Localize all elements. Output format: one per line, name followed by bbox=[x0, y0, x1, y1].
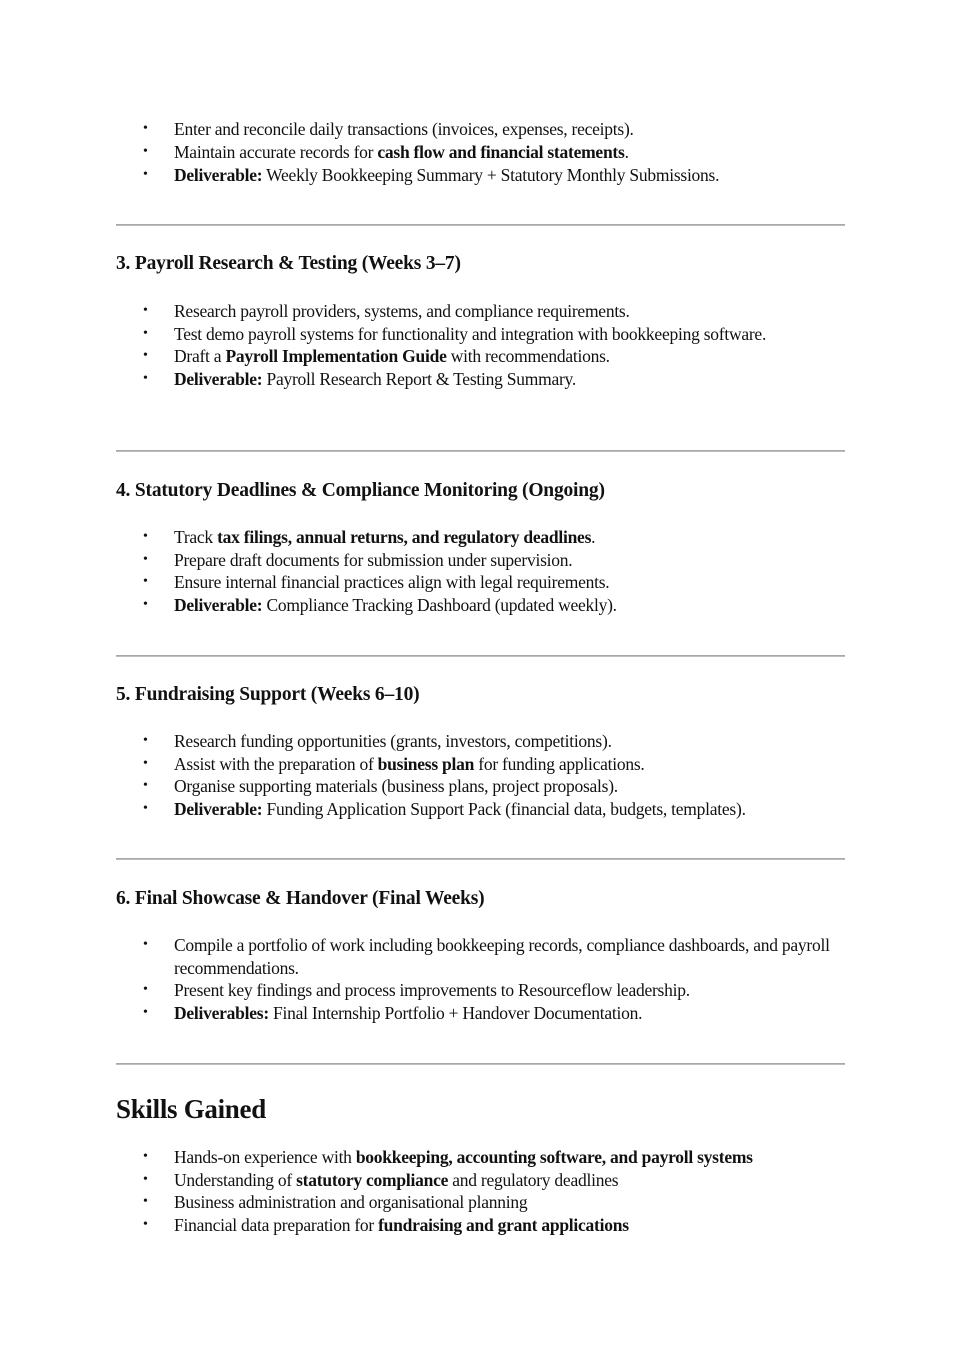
list-item bbox=[116, 345, 845, 368]
text-run: Test demo payroll systems for functionality and integration with bookkeeping software. bbox=[174, 323, 767, 344]
text-run: Enter and reconcile daily transactions (invoices, expenses, receipts). bbox=[174, 119, 634, 139]
section-heading-fundraising: 5. Fundraising Support (Weeks 6–10) bbox=[116, 684, 420, 705]
text-run: Ensure internal financial practices align with legal requirements. bbox=[174, 572, 610, 592]
section-divider bbox=[116, 224, 845, 226]
text-run: Funding Application Support Pack (financial data, budgets, templates). bbox=[262, 798, 746, 819]
section-heading-showcase: 6. Final Showcase & Handover (Final Weeks) bbox=[116, 888, 485, 909]
list-item bbox=[116, 118, 845, 141]
section-fundraising-list bbox=[116, 730, 845, 820]
section-2-tail-list bbox=[116, 118, 845, 187]
text-run: Understanding of bbox=[174, 1169, 297, 1190]
list-item bbox=[116, 1146, 876, 1169]
list-item bbox=[116, 775, 845, 798]
section-divider bbox=[116, 450, 845, 452]
text-run: with recommendations. bbox=[446, 346, 610, 366]
text-run: and regulatory deadlines bbox=[448, 1169, 619, 1190]
bold-text: Deliverable: bbox=[174, 594, 263, 615]
text-run: Financial data preparation for bbox=[174, 1214, 379, 1235]
text-run: for funding applications. bbox=[474, 753, 645, 774]
bold-text: tax filings, annual returns, and regulatory deadlines bbox=[217, 527, 592, 547]
section-divider bbox=[116, 1063, 845, 1065]
text-run: Assist with the preparation of bbox=[174, 753, 378, 774]
bold-text: bookkeeping, accounting software, and payroll systems bbox=[355, 1147, 753, 1167]
list-item bbox=[116, 323, 845, 346]
list-item bbox=[116, 1002, 845, 1025]
section-divider bbox=[116, 858, 845, 860]
list-item bbox=[116, 594, 845, 617]
text-run: Track bbox=[174, 527, 218, 547]
text-run: Payroll Research Report & Testing Summary. bbox=[262, 368, 577, 389]
list-item bbox=[116, 368, 845, 391]
section-showcase-list bbox=[116, 934, 845, 1024]
bold-text: Deliverables: bbox=[174, 1002, 269, 1023]
list-item bbox=[116, 979, 845, 1002]
list-item bbox=[116, 1214, 876, 1237]
bold-text: business plan bbox=[377, 753, 475, 774]
skills-list bbox=[116, 1146, 876, 1236]
list-item bbox=[116, 1169, 876, 1192]
text-run: Maintain accurate records for bbox=[174, 141, 378, 162]
list-item bbox=[116, 571, 845, 594]
bold-text: fundraising and grant applications bbox=[378, 1214, 629, 1235]
section-heading-payroll: 3. Payroll Research & Testing (Weeks 3–7) bbox=[116, 253, 461, 274]
list-item bbox=[116, 934, 845, 979]
list-item bbox=[116, 1191, 876, 1214]
text-run: Present key findings and process improvements to Resourceflow leadership. bbox=[174, 980, 690, 1000]
list-item bbox=[116, 753, 845, 776]
list-item bbox=[116, 549, 845, 572]
text-run: Business administration and organisational planning bbox=[174, 1192, 528, 1212]
text-run: Hands-on experience with bbox=[174, 1147, 356, 1167]
list-item bbox=[116, 141, 845, 164]
bold-text: Deliverable: bbox=[174, 368, 263, 389]
bold-text: Deliverable: bbox=[174, 165, 263, 185]
text-run: Weekly Bookkeeping Summary + Statutory Monthly Submissions. bbox=[262, 165, 720, 185]
list-item bbox=[116, 798, 845, 821]
skills-heading: Skills Gained bbox=[116, 1094, 266, 1124]
list-item bbox=[116, 730, 845, 753]
bold-text: Payroll Implementation Guide bbox=[225, 346, 447, 366]
text-run: Compliance Tracking Dashboard (updated weekly). bbox=[262, 594, 617, 615]
text-run: . bbox=[624, 141, 629, 162]
bold-text: Deliverable: bbox=[174, 798, 263, 819]
text-run: Research funding opportunities (grants, investors, competitions). bbox=[174, 731, 612, 751]
list-item bbox=[116, 164, 845, 187]
bold-text: cash flow and financial statements bbox=[377, 141, 625, 162]
section-compliance-list bbox=[116, 526, 845, 616]
text-run: Prepare draft documents for submission under supervision. bbox=[174, 549, 573, 570]
text-run: Final Internship Portfolio + Handover Documentation. bbox=[268, 1002, 643, 1023]
section-divider bbox=[116, 655, 845, 657]
text-run: Organise supporting materials (business plans, project proposals). bbox=[174, 776, 618, 796]
section-heading-compliance: 4. Statutory Deadlines & Compliance Monitoring (Ongoing) bbox=[116, 480, 605, 501]
bold-text: statutory compliance bbox=[296, 1169, 449, 1190]
text-run: . bbox=[591, 527, 596, 547]
text-run: Draft a bbox=[174, 346, 226, 366]
list-item bbox=[116, 526, 845, 549]
text-run: Compile a portfolio of work including bookkeeping records, compliance dashboards, and payroll recommendations. bbox=[174, 935, 830, 978]
text-run: Research payroll providers, systems, and compliance requirements. bbox=[174, 301, 630, 321]
section-payroll-list bbox=[116, 300, 845, 390]
list-item bbox=[116, 300, 845, 323]
